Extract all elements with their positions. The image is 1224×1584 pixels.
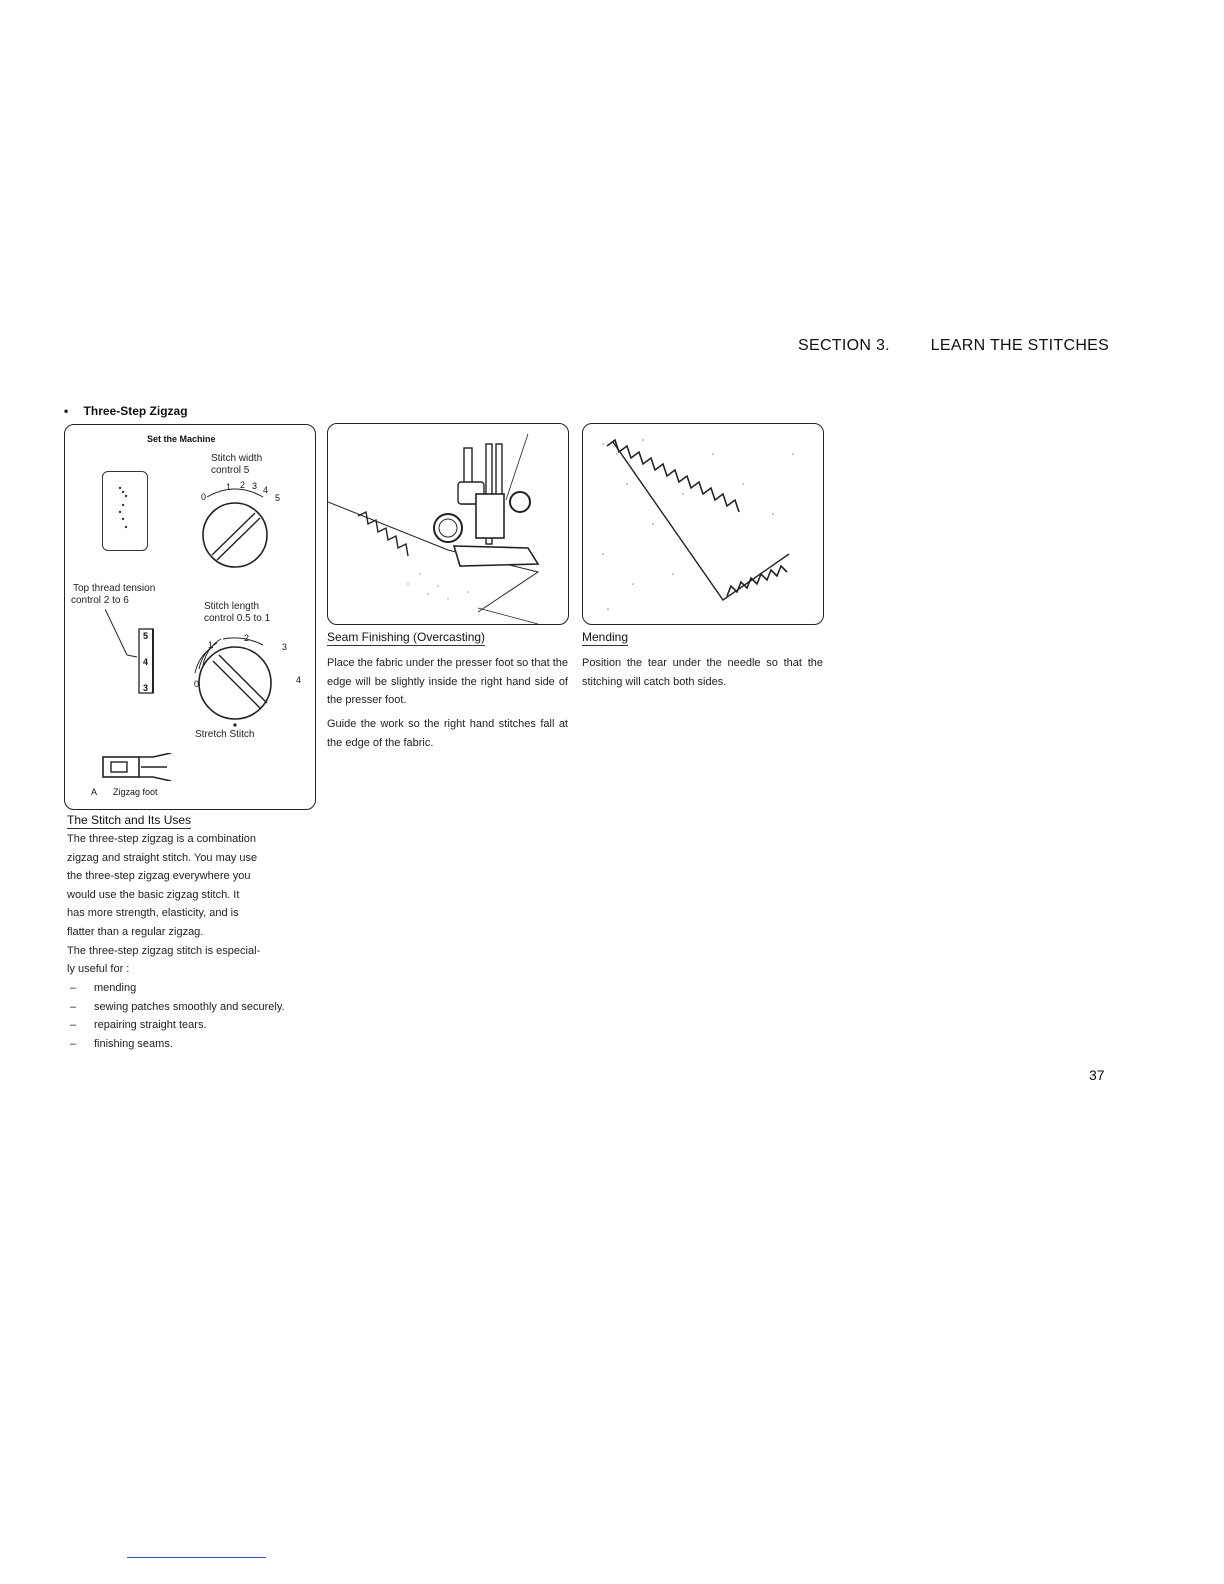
length-dial-number: 2 [244,633,250,643]
tension-dial-icon [105,609,165,704]
uses-line: The three-step zigzag stitch is especial- [67,944,261,957]
footer-rule [127,1557,266,1558]
stitch-width-label: Stitch width [211,453,263,464]
foot-letter: A [91,787,98,797]
stitch-width-value: control 5 [211,465,250,476]
mending-caption: Mending [582,630,629,644]
page-number: 37 [1089,1067,1105,1083]
uses-line: the three-step zigzag everywhere you [67,870,251,883]
uses-line: would use the basic zigzag stitch. It [67,888,240,901]
stitch-length-label: Stitch length [204,601,260,612]
length-dial-number: 1 [208,640,214,650]
zigzag-foot-icon [101,753,177,786]
uses-list [62,979,312,1053]
stitch-length-value: control 0.5 to 1 [204,613,271,624]
list-item: – finishing seams. [62,1035,312,1054]
set-machine-panel [64,424,316,810]
foot-label: Zigzag foot [113,787,158,797]
three-step-title [64,404,188,418]
stitch-pattern-card-icon [102,471,148,551]
section-title: LEARN THE STITCHES [930,337,1110,354]
uses-line: The three-step zigzag is a combination [67,833,256,845]
length-dial-number: 0 [194,679,200,689]
overcasting-illustration [327,423,569,625]
width-dial-number: 1 [226,482,232,492]
tension-value: control 2 to 6 [71,595,129,606]
uses-heading: The Stitch and Its Uses [67,813,192,827]
list-item: – repairing straight tears. [62,1016,312,1035]
width-dial-number: 0 [201,492,207,502]
tension-number: 5 [143,631,149,641]
three-step-title-text: Three-Step Zigzag [83,404,188,418]
list-item: – mending [62,979,312,998]
tension-number: 3 [143,683,149,693]
set-machine-heading: Set the Machine [147,434,216,444]
bullet: • [64,404,69,418]
section-header [798,337,1109,355]
mending-illustration [582,423,824,625]
seam-paragraph-2: Guide the work so the right hand stitches fall at the edge of the fabric. [327,718,568,749]
width-dial-number: 2 [240,480,246,490]
length-dial-number: 3 [282,642,288,652]
stretch-stitch-label: Stretch Stitch [195,729,255,740]
uses-line: ly useful for : [67,963,130,976]
mending-paragraph: Position the tear under the needle so that the stitching will catch both sides. [582,657,823,688]
stitch-length-dial-icon [183,625,293,740]
seam-paragraph-1: Place the fabric under the presser foot so that the edge will be slightly inside the right hand side of the presser foot. [327,657,568,707]
width-dial-number: 3 [252,481,258,491]
section-number: SECTION 3. [798,337,890,354]
tension-label: Top thread tension [73,583,156,594]
width-dial-number: 5 [275,493,281,503]
uses-line: has more strength, elasticity, and is [67,907,239,920]
tension-number: 4 [143,657,149,667]
uses-line: zigzag and straight stitch. You may use [67,851,258,864]
stitch-width-dial-icon [195,479,285,584]
length-dial-number: 4 [296,675,302,685]
width-dial-number: 4 [263,485,269,495]
uses-line: flatter than a regular zigzag. [67,925,204,938]
list-item: – sewing patches smoothly and securely. [62,998,312,1017]
seam-caption: Seam Finishing (Overcasting) [327,630,486,644]
uses-body [67,830,311,979]
